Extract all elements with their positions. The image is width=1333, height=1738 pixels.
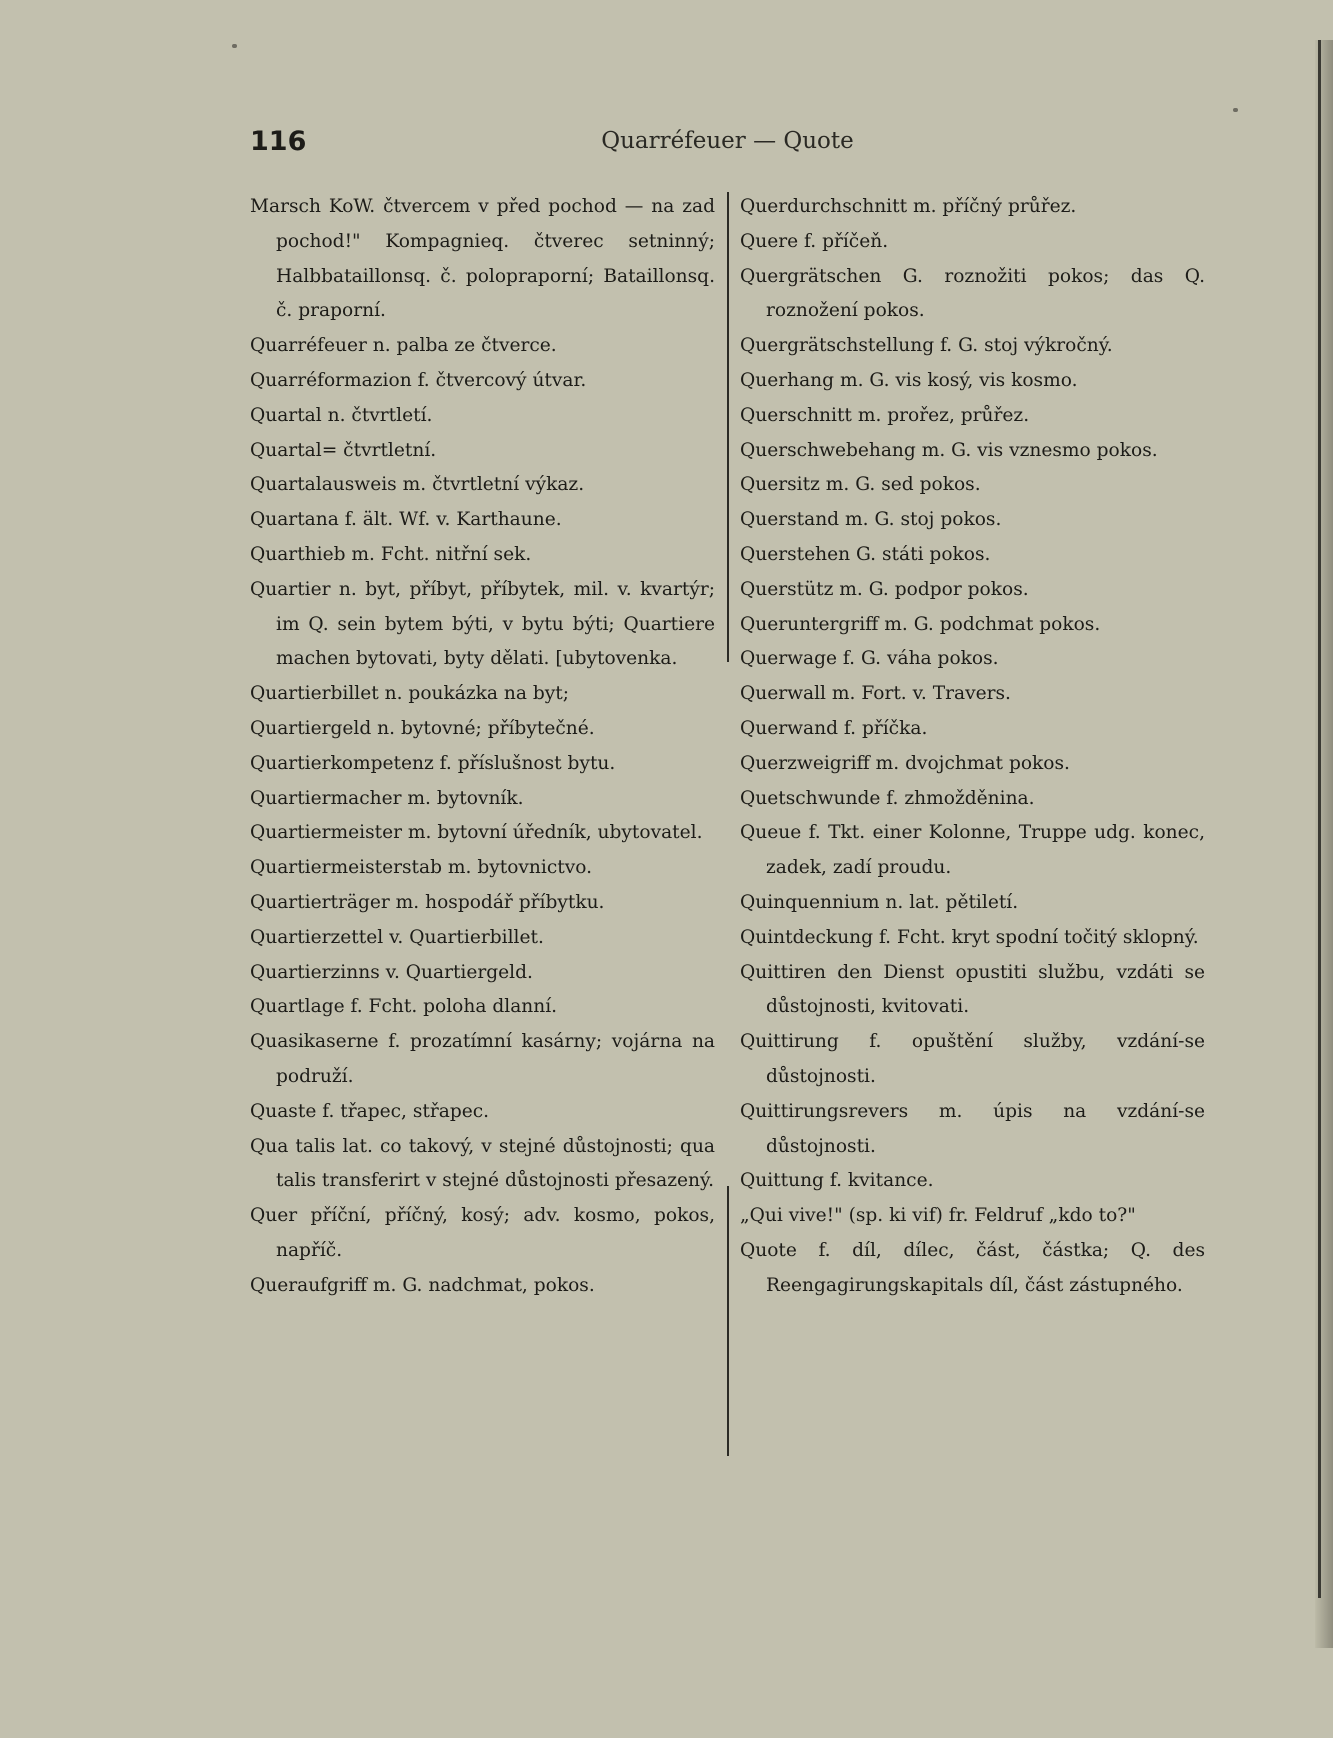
dictionary-entry: Quer příční, příčný, kosý; adv. kosmo, pokos, napříč. [250,1205,715,1261]
dictionary-entry: Quartierzinns v. Quartiergeld. [250,961,533,983]
dictionary-entry: Querhang m. G. vis kosý, vis kosmo. [740,369,1078,391]
paper-speck [232,44,237,48]
page-number: 116 [250,126,307,157]
running-head: Quarréfeuer — Quote [601,128,854,154]
dictionary-entry: Quartierträger m. hospodář příbytku. [250,891,605,913]
dictionary-entry: Quartlage f. Fcht. poloha dlanní. [250,996,558,1018]
column-divider [727,192,729,662]
dictionary-entry: Quetschwunde f. zhmožděnina. [740,787,1035,809]
dictionary-entry: Quartal n. čtvrtletí. [250,404,433,426]
dictionary-entry: Quote f. díl, dílec, část, částka; Q. des Reengagirungskapitals díl, část zástupného. [740,1239,1205,1296]
dictionary-entry: Quartana f. ält. Wf. v. Karthaune. [250,509,562,531]
dictionary-entry: Marsch KoW. čtvercem v před pochod — na zad pochod!" Kompagnieq. čtverec setninný; Halbbataillonsq. č. polopraporní; Bataillonsq. č. praporní. [250,196,715,322]
dictionary-entry: Quittirungsrevers m. úpis na vzdání-se důstojnosti. [740,1100,1205,1157]
dictionary-entry: Quartal= čtvrtletní. [250,439,437,461]
dictionary-entry: Querzweigriff m. dvojchmat pokos. [740,752,1070,774]
page-header [250,126,1205,162]
dictionary-entry: Querstütz m. G. podpor pokos. [740,578,1029,600]
dictionary-entry: Quartier n. byt, příbyt, příbytek, mil. v. kvartýr; im Q. sein bytem býti, v bytu býti; Quartiere machen bytovati, byty dělati. [ubytovenka. [250,578,715,670]
dictionary-entry: Querwand f. příčka. [740,717,928,739]
dictionary-entry: Quittirung f. opuštění služby, vzdání-se důstojnosti. [740,1031,1205,1087]
dictionary-entry: Querwage f. G. váha pokos. [740,648,999,670]
dictionary-entry: Querdurchschnitt m. příčný průřez. [740,196,1077,217]
dictionary-entry: Quartiergeld n. bytovné; příbytečné. [250,717,595,739]
dictionary-entry: Quittiren den Dienst opustiti službu, vzdáti se důstojnosti, kvitovati. [740,961,1205,1018]
dictionary-entry: Quartierzettel v. Quartierbillet. [250,926,544,948]
dictionary-entry: Quergrätschen G. roznožiti pokos; das Q. roznožení pokos. [740,265,1205,322]
dictionary-entry: Quasikaserne f. prozatímní kasárny; vojárna na podruží. [250,1031,715,1087]
dictionary-entry: Querschwebehang m. G. vis vznesmo pokos. [740,439,1158,461]
dictionary-entry: Querstehen G. státi pokos. [740,543,991,565]
paper-speck [1233,108,1238,112]
dictionary-entry: Quartiermacher m. bytovník. [250,787,524,809]
dictionary-entry: Queraufgriff m. G. nadchmat, pokos. [250,1274,595,1296]
dictionary-entry: Queruntergriff m. G. podchmat pokos. [740,613,1101,635]
left-column [250,190,715,1304]
dictionary-entry: Quartiermeister m. bytovní úředník, ubytovatel. [250,822,703,844]
dictionary-entry: Quarthieb m. Fcht. nitřní sek. [250,543,532,565]
dictionary-entry: Quarréfeuer n. palba ze čtverce. [250,335,557,357]
dictionary-entry: Querstand m. G. stoj pokos. [740,509,1002,531]
dictionary-entry: Qua talis lat. co takový, v stejné důstojnosti; qua talis transferirt v stejné důstojnosti přesazený. [250,1135,715,1192]
dictionary-entry: Quartierkompetenz f. příslušnost bytu. [250,752,616,774]
dictionary-entry: Quersitz m. G. sed pokos. [740,474,981,496]
dictionary-entry: Querschnitt m. prořez, průřez. [740,404,1030,426]
dictionary-entry: Querwall m. Fort. v. Travers. [740,683,1011,705]
dictionary-entry: Quergrätschstellung f. G. stoj výkročný. [740,335,1113,357]
dictionary-entry: Quaste f. třapec, střapec. [250,1100,490,1122]
dictionary-entry: Quarréformazion f. čtvercový útvar. [250,369,587,391]
dictionary-entry: Quere f. příčeň. [740,230,889,252]
dictionary-entry: Quinquennium n. lat. pětiletí. [740,891,1019,913]
dictionary-entry: „Qui vive!" (sp. ki vif) fr. Feldruf „kdo to?" [740,1205,1136,1227]
dictionary-entry: Quartierbillet n. poukázka na byt; [250,683,570,705]
right-column [740,190,1205,1304]
page-edge-line [1318,40,1321,1598]
column-divider-lower [727,1186,729,1456]
dictionary-entry: Quartalausweis m. čtvrtletní výkaz. [250,474,585,496]
dictionary-entry: Quartiermeisterstab m. bytovnictvo. [250,857,593,879]
dictionary-entry: Quintdeckung f. Fcht. kryt spodní točitý sklopný. [740,926,1199,948]
dictionary-entry: Quittung f. kvitance. [740,1170,934,1192]
dictionary-entry: Queue f. Tkt. einer Kolonne, Truppe udg. konec, zadek, zadí proudu. [740,822,1205,879]
